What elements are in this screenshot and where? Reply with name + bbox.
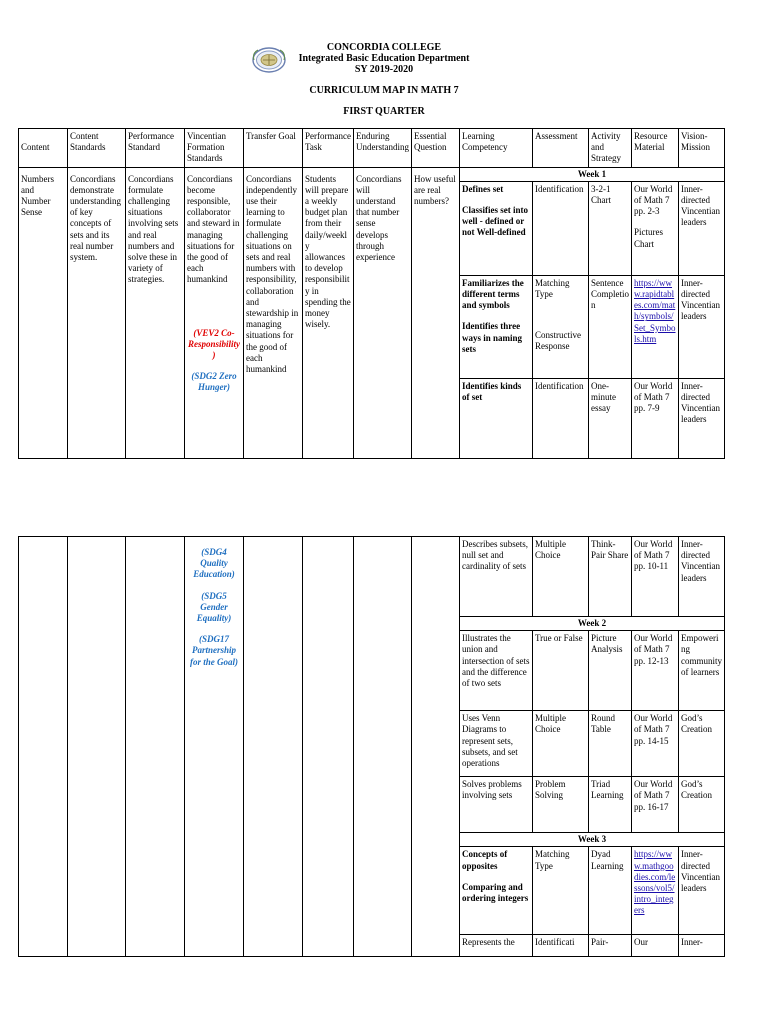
activity-cell: Picture Analysis [589,631,632,711]
resource-cell [632,847,679,935]
vision-cell: Inner-directed Vincentian leaders [679,847,725,935]
sdg17-label: (SDG17 Partnership for the Goal) [190,634,238,667]
sdg2-label: (SDG2 Zero Hunger) [191,371,237,393]
col-header-resource: Resource Material [632,129,679,168]
empty-performance-task-cell [303,537,354,957]
resource-cell: Our World of Math 7 pp. 10-11 [632,537,679,617]
activity-cell: Sentence Completion [589,275,632,378]
vision-cell: Inner-directed Vincentian leaders [679,181,725,275]
curriculum-table-page1 [18,128,725,459]
col-header-enduring: Enduring Understanding [354,129,412,168]
col-header-learning-competency: Learning Competency [460,129,533,168]
resource-cell: Our World of Math 7 pp. 7-9 [632,378,679,458]
week-3-label: Week 3 [460,833,725,847]
school-year: SY 2019-2020 [354,64,414,75]
vision-cell: Empowering community of learners [679,631,725,711]
activity-cell: Dyad Learning [589,847,632,935]
competency-cell: Represents the [460,935,533,957]
document-title: CURRICULUM MAP IN MATH 7 [309,85,459,96]
col-header-performance-task: Performance Task [303,129,354,168]
assessment-text: Matching Type [535,277,570,300]
vision-cell: God’s Creation [679,711,725,777]
week-1-label: Week 1 [460,167,725,181]
assessment-cell: Multiple Choice [533,711,589,777]
performance-task-cell: Students will prepare a weekly budget plan from their daily/weekly allowances to develop responsibility in spending the money wisely. [303,167,354,458]
week-row [19,167,725,181]
vev2-label: (VEV2 Co-Responsibility) [187,327,240,361]
activity-cell: Pair- [589,935,632,957]
activity-cell: 3-2-1 Chart [589,181,632,275]
competency-cell: Describes subsets, null set and cardinality of sets [460,537,533,617]
activity-cell: Triad Learning [589,777,632,833]
sdg-cell [185,537,244,957]
activity-cell: Round Table [589,711,632,777]
department-name: Integrated Basic Education Department [298,53,470,64]
content-standards-cell: Concordians demonstrate understanding of key concepts of sets and its real number system. [68,167,126,458]
empty-performance-standard-cell [126,537,185,957]
resource-cell: Our World of Math 7 pp. 14-15 [632,711,679,777]
col-header-vision: Vision-Mission [679,129,725,168]
assessment-cell: Identification [533,378,589,458]
activity-cell: Think-Pair Share [589,537,632,617]
competency-text: Defines set [462,183,504,194]
assessment-cell: Identificati [533,935,589,957]
competency-cell [460,275,533,378]
college-name: CONCORDIA COLLEGE [326,42,442,53]
vision-cell: Inner-directed Vincentian leaders [679,537,725,617]
competency-text: Classifies set into well - defined or not Well-defined [462,205,528,238]
sdg4-label: (SDG4 Quality Education) [193,547,235,580]
enduring-cell: Concordians will understand that number sense develops through experience [354,167,412,458]
essential-question-cell: How useful are real numbers? [412,167,460,458]
col-header-performance-standard: Performance Standard [126,129,185,168]
vision-cell: Inner-directed Vincentian leaders [679,378,725,458]
week-2-label: Week 2 [460,617,725,631]
col-header-essential-question: Essential Question [412,129,460,168]
performance-standard-cell: Concordians formulate challenging situations involving sets and real numbers and solve these in variety of strategies. [126,167,185,458]
header-row [19,129,725,168]
assessment-cell: Matching Type [533,847,589,935]
table-row [19,537,725,617]
competency-text: Identifies three ways in naming sets [462,321,523,354]
assessment-text: Constructive Response [535,330,581,352]
competency-text: Concepts of opposites [462,849,508,871]
vision-cell: Inner- [679,935,725,957]
transfer-goal-cell: Concordians independently use their learning to formulate challenging situations on sets and real numbers with responsibility, collaboration and stewardship in managing situations for the good of each humankind [244,167,303,458]
competency-text: Comparing and ordering integers [462,881,529,904]
content-cell: Numbers and Number Sense [19,167,68,458]
empty-essential-question-cell [412,537,460,957]
competency-cell: Illustrates the union and intersection of sets and the difference of two sets [460,631,533,711]
assessment-cell [533,275,589,378]
quarter-label: FIRST QUARTER [343,106,425,117]
resource-text: Pictures Chart [634,227,663,249]
resource-cell: Our [632,935,679,957]
resource-link[interactable]: https://www.rapidtables.com/math/symbols/Set_Symbols.htm [634,277,676,344]
document-header [0,42,768,117]
resource-text: Our World of Math 7 pp. 2-3 [634,183,673,217]
assessment-cell: Identification [533,181,589,275]
competency-cell [460,847,533,935]
vision-cell: Inner-directed Vincentian leaders [679,275,725,378]
col-header-vincentian: Vincentian Formation Standards [185,129,244,168]
empty-transfer-goal-cell [244,537,303,957]
competency-cell: Uses Venn Diagrams to represent sets, subsets, and set operations [460,711,533,777]
curriculum-table-page2 [18,536,725,957]
competency-text: Familiarizes the different terms and symbols [462,277,524,311]
resource-cell [632,275,679,378]
empty-content-standards-cell [68,537,126,957]
assessment-cell: Problem Solving [533,777,589,833]
empty-content-cell [19,537,68,957]
col-header-transfer-goal: Transfer Goal [244,129,303,168]
resource-cell: Our World of Math 7 pp. 16-17 [632,777,679,833]
col-header-assessment: Assessment [533,129,589,168]
vincentian-cell [185,167,244,458]
col-header-content: Content [19,129,68,168]
competency-cell: Solves problems involving sets [460,777,533,833]
col-header-activity: Activity and Strategy [589,129,632,168]
resource-cell [632,181,679,275]
activity-cell: One-minute essay [589,378,632,458]
empty-enduring-cell [354,537,412,957]
resource-cell: Our World of Math 7 pp. 12-13 [632,631,679,711]
col-header-content-standards: Content Standards [68,129,126,168]
vincentian-text: Concordians become responsible, collaborator and steward in managing situations for the good of each humankind [187,173,240,285]
vision-cell: God’s Creation [679,777,725,833]
assessment-cell: Multiple Choice [533,537,589,617]
assessment-cell: True or False [533,631,589,711]
sdg5-label: (SDG5 Gender Equality) [196,590,232,624]
competency-cell: Identifies kinds of set [460,378,533,458]
resource-link[interactable]: https://www.mathgoodies.com/lessons/vol5/intro_integers [634,849,676,916]
competency-cell [460,181,533,275]
